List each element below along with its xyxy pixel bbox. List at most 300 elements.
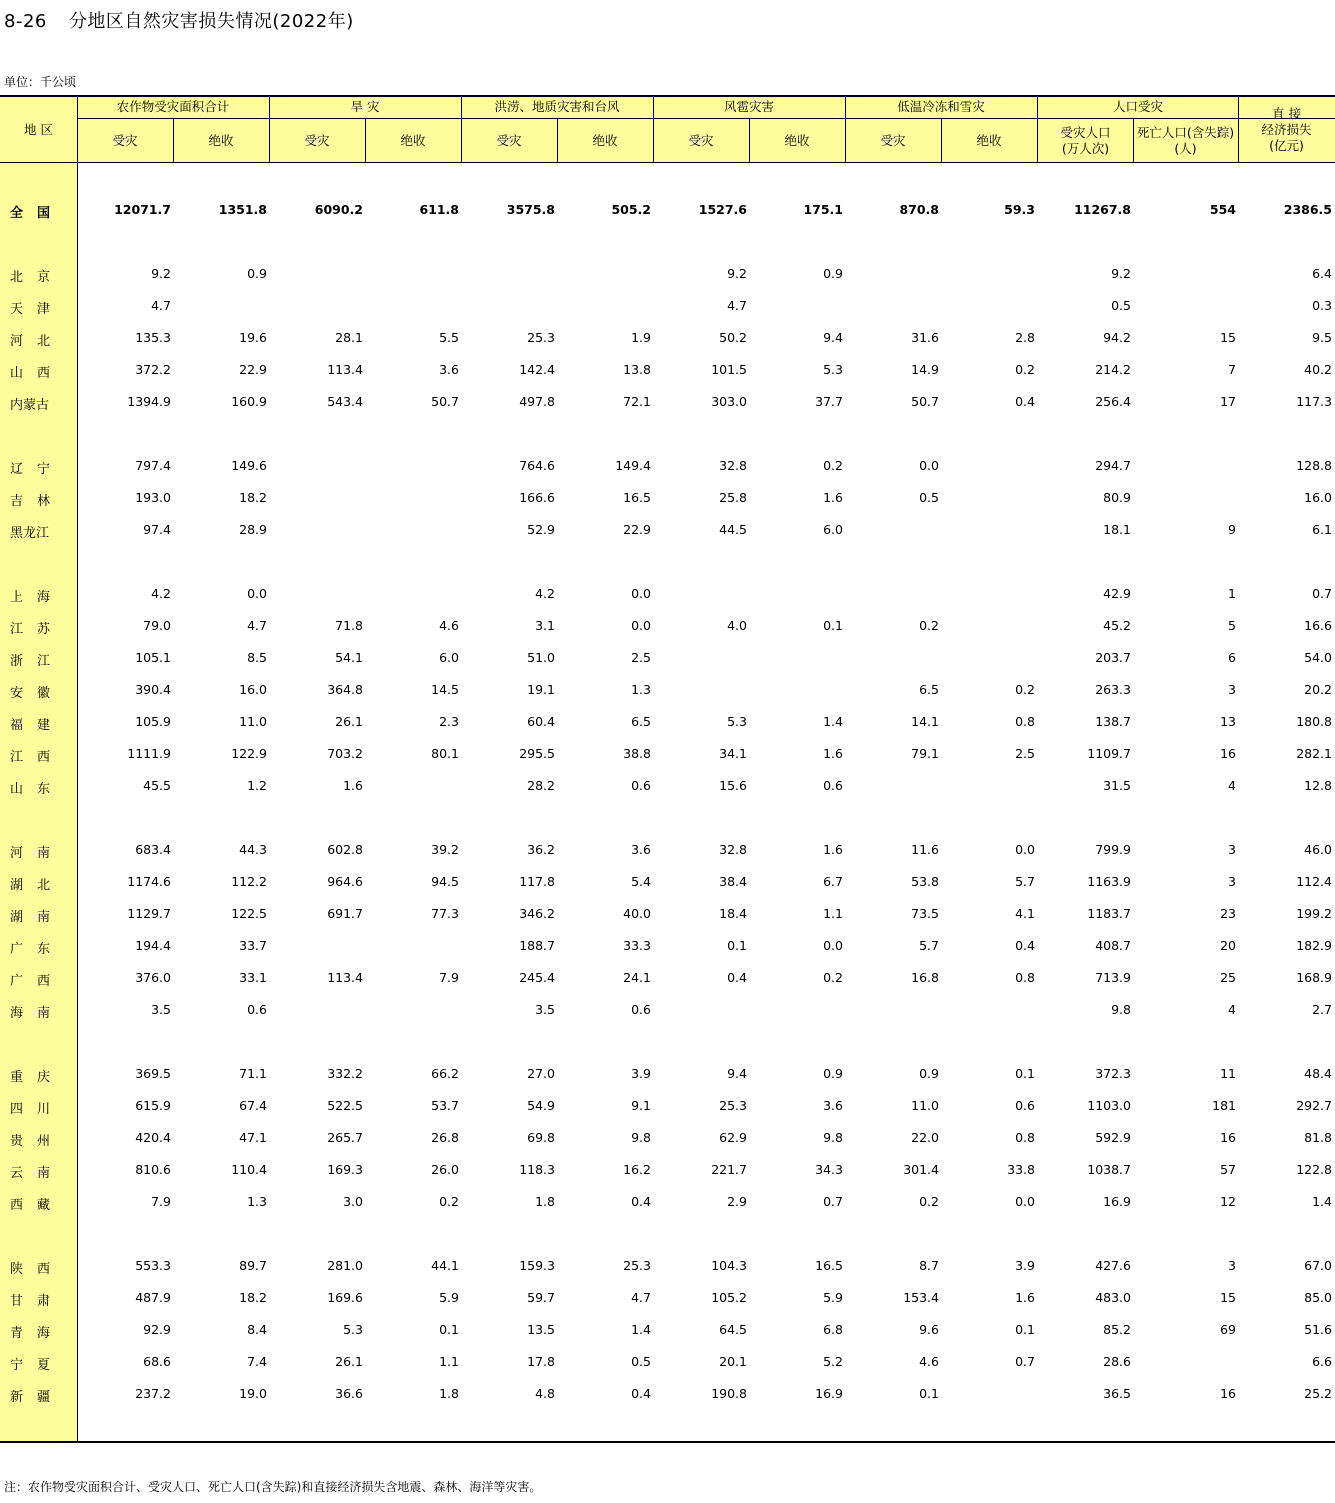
- data-cell: 1.2: [247, 778, 267, 793]
- data-cell: 7.9: [151, 1194, 171, 1209]
- data-cell: 89.7: [239, 1258, 267, 1273]
- data-cell: 113.4: [327, 970, 363, 985]
- data-cell: 199.2: [1296, 906, 1332, 921]
- data-cell: 15.6: [719, 778, 747, 793]
- data-cell: 16.0: [1304, 490, 1332, 505]
- data-cell: 4.1: [1015, 906, 1035, 921]
- data-cell: 1.3: [247, 1194, 267, 1209]
- data-cell: 31.6: [911, 330, 939, 345]
- data-cell: 0.9: [919, 1066, 939, 1081]
- data-cell: 5.9: [823, 1290, 843, 1305]
- data-cell: 33.8: [1007, 1162, 1035, 1177]
- data-cell: 32.8: [719, 458, 747, 473]
- region-name: 云 南: [10, 1166, 50, 1181]
- data-cell: 80.9: [1103, 490, 1131, 505]
- data-cell: 9: [1228, 522, 1236, 537]
- data-cell: 8.4: [247, 1322, 267, 1337]
- region-name: 河 北: [10, 334, 50, 349]
- data-cell: 0.7: [1015, 1354, 1035, 1369]
- data-cell: 50.7: [431, 394, 459, 409]
- data-cell: 5.3: [727, 714, 747, 729]
- data-cell: 36.5: [1103, 1386, 1131, 1401]
- data-cell: 117.3: [1296, 394, 1332, 409]
- data-cell: 77.3: [431, 906, 459, 921]
- data-cell: 1163.9: [1087, 874, 1131, 889]
- data-cell: 295.5: [519, 746, 555, 761]
- data-cell: 5.4: [631, 874, 651, 889]
- data-cell: 92.9: [143, 1322, 171, 1337]
- data-cell: 9.8: [631, 1130, 651, 1145]
- data-cell: 0.8: [1015, 714, 1035, 729]
- data-cell: 25.2: [1304, 1386, 1332, 1401]
- data-cell: 54.0: [1304, 650, 1332, 665]
- unit-label: 单位：千公顷: [4, 75, 77, 89]
- data-cell: 1.6: [823, 842, 843, 857]
- data-cell: 0.2: [439, 1194, 459, 1209]
- region-name: 浙 江: [10, 654, 50, 669]
- data-cell: 34.1: [719, 746, 747, 761]
- data-cell: 6090.2: [314, 202, 363, 217]
- data-cell: 71.1: [239, 1066, 267, 1081]
- footnote: 注：农作物受灾面积合计、受灾人口、死亡人口(含失踪)和直接经济损失含地震、森林、海洋等灾害。: [4, 1480, 542, 1494]
- data-cell: 66.2: [431, 1066, 459, 1081]
- data-cell: 54.1: [335, 650, 363, 665]
- data-cell: 12: [1220, 1194, 1236, 1209]
- data-cell: 0.1: [1015, 1066, 1035, 1081]
- table-title: 分地区自然灾害损失情况(2022年): [68, 11, 354, 32]
- data-cell: 16.9: [815, 1386, 843, 1401]
- data-cell: 25.3: [527, 330, 555, 345]
- data-cell: 0.0: [631, 618, 651, 633]
- data-cell: 797.4: [135, 458, 171, 473]
- data-cell: 265.7: [327, 1130, 363, 1145]
- data-cell: 0.0: [631, 586, 651, 601]
- data-cell: 50.2: [719, 330, 747, 345]
- data-cell: 105.9: [135, 714, 171, 729]
- data-cell: 38.4: [719, 874, 747, 889]
- data-cell: 16.0: [239, 682, 267, 697]
- region-name: 上 海: [10, 590, 50, 605]
- data-cell: 5.5: [439, 330, 459, 345]
- data-cell: 118.3: [519, 1162, 555, 1177]
- data-cell: 0.1: [919, 1386, 939, 1401]
- data-cell: 3.6: [439, 362, 459, 377]
- data-cell: 105.2: [711, 1290, 747, 1305]
- data-cell: 59.7: [527, 1290, 555, 1305]
- data-cell: 713.9: [1095, 970, 1131, 985]
- data-cell: 1527.6: [698, 202, 747, 217]
- data-cell: 332.2: [327, 1066, 363, 1081]
- data-cell: 301.4: [903, 1162, 939, 1177]
- data-cell: 39.2: [431, 842, 459, 857]
- data-cell: 4: [1228, 778, 1236, 793]
- population-group-header: 人口受灾: [1112, 99, 1163, 114]
- data-cell: 0.9: [823, 266, 843, 281]
- data-cell: 497.8: [519, 394, 555, 409]
- data-cell: 16.8: [911, 970, 939, 985]
- data-cell: 1.1: [823, 906, 843, 921]
- data-cell: 11.6: [911, 842, 939, 857]
- data-cell: 6.6: [1312, 1354, 1332, 1369]
- data-cell: 67.4: [239, 1098, 267, 1113]
- data-cell: 28.2: [527, 778, 555, 793]
- data-cell: 168.9: [1296, 970, 1332, 985]
- group-header: 旱 灾: [350, 99, 380, 114]
- data-cell: 11: [1220, 1066, 1236, 1081]
- data-cell: 16: [1220, 746, 1236, 761]
- data-cell: 17: [1220, 394, 1236, 409]
- data-cell: 13: [1220, 714, 1236, 729]
- data-cell: 51.0: [527, 650, 555, 665]
- data-cell: 964.6: [327, 874, 363, 889]
- data-cell: 14.9: [911, 362, 939, 377]
- data-cell: 1.8: [439, 1386, 459, 1401]
- region-name: 全 国: [10, 206, 50, 221]
- data-cell: 5.3: [343, 1322, 363, 1337]
- data-cell: 7: [1228, 362, 1236, 377]
- data-cell: 0.5: [631, 1354, 651, 1369]
- data-cell: 0.4: [631, 1194, 651, 1209]
- data-cell: 117.8: [519, 874, 555, 889]
- data-cell: 0.4: [1015, 938, 1035, 953]
- data-cell: 292.7: [1296, 1098, 1332, 1113]
- data-cell: 369.5: [135, 1066, 171, 1081]
- data-cell: 69: [1220, 1322, 1236, 1337]
- data-cell: 6.1: [1312, 522, 1332, 537]
- data-cell: 47.1: [239, 1130, 267, 1145]
- data-cell: 38.8: [623, 746, 651, 761]
- data-cell: 3.5: [151, 1002, 171, 1017]
- data-cell: 764.6: [519, 458, 555, 473]
- group-header: 风雹灾害: [723, 99, 774, 114]
- data-cell: 3.6: [631, 842, 651, 857]
- data-cell: 203.7: [1095, 650, 1131, 665]
- data-cell: 149.6: [231, 458, 267, 473]
- data-cell: 16.5: [623, 490, 651, 505]
- data-cell: 20.2: [1304, 682, 1332, 697]
- data-cell: 6.8: [823, 1322, 843, 1337]
- data-cell: 0.0: [1015, 842, 1035, 857]
- region-name: 江 西: [10, 750, 50, 765]
- data-cell: 16.6: [1304, 618, 1332, 633]
- data-cell: 1109.7: [1087, 746, 1131, 761]
- data-cell: 28.6: [1103, 1354, 1131, 1369]
- deaths-unit: (人): [1174, 140, 1197, 156]
- region-name: 湖 南: [10, 910, 50, 925]
- data-cell: 73.5: [911, 906, 939, 921]
- data-cell: 26.1: [335, 1354, 363, 1369]
- data-cell: 2.7: [1312, 1002, 1332, 1017]
- data-cell: 0.9: [247, 266, 267, 281]
- data-cell: 4.7: [247, 618, 267, 633]
- data-cell: 17.8: [527, 1354, 555, 1369]
- data-cell: 2.5: [631, 650, 651, 665]
- data-cell: 4.6: [919, 1354, 939, 1369]
- data-cell: 0.0: [1015, 1194, 1035, 1209]
- data-cell: 0.4: [1015, 394, 1035, 409]
- data-cell: 6: [1228, 650, 1236, 665]
- data-cell: 0.0: [247, 586, 267, 601]
- data-cell: 45.5: [143, 778, 171, 793]
- affected-area-header: 受灾: [112, 132, 138, 148]
- data-cell: 188.7: [519, 938, 555, 953]
- data-cell: 160.9: [231, 394, 267, 409]
- region-name: 青 海: [10, 1326, 50, 1341]
- data-cell: 11.0: [911, 1098, 939, 1113]
- data-cell: 372.2: [135, 362, 171, 377]
- data-cell: 19.0: [239, 1386, 267, 1401]
- data-cell: 85.0: [1304, 1290, 1332, 1305]
- data-cell: 149.4: [615, 458, 651, 473]
- data-cell: 592.9: [1095, 1130, 1131, 1145]
- data-cell: 303.0: [711, 394, 747, 409]
- data-cell: 110.4: [231, 1162, 267, 1177]
- region-name: 重 庆: [10, 1070, 50, 1085]
- data-cell: 282.1: [1296, 746, 1332, 761]
- economic-loss-label-1: 直 接: [1272, 105, 1301, 121]
- data-cell: 0.9: [823, 1066, 843, 1081]
- affected-area-header: 受灾: [496, 132, 522, 148]
- data-cell: 5: [1228, 618, 1236, 633]
- crop-failure-header: 绝收: [400, 132, 426, 148]
- region-name: 山 西: [10, 366, 50, 381]
- data-cell: 72.1: [623, 394, 651, 409]
- data-cell: 691.7: [327, 906, 363, 921]
- data-cell: 54.9: [527, 1098, 555, 1113]
- group-header: 农作物受灾面积合计: [116, 99, 230, 114]
- data-cell: 15: [1220, 1290, 1236, 1305]
- data-cell: 28.1: [335, 330, 363, 345]
- data-cell: 101.5: [711, 362, 747, 377]
- data-cell: 2386.5: [1283, 202, 1332, 217]
- data-cell: 31.5: [1103, 778, 1131, 793]
- data-cell: 281.0: [327, 1258, 363, 1273]
- data-cell: 0.1: [1015, 1322, 1035, 1337]
- affected-people-label: 受灾人口: [1060, 124, 1111, 140]
- region-name: 广 东: [10, 942, 50, 957]
- data-cell: 3: [1228, 874, 1236, 889]
- data-cell: 810.6: [135, 1162, 171, 1177]
- data-cell: 0.2: [1015, 362, 1035, 377]
- data-cell: 4.6: [439, 618, 459, 633]
- data-cell: 1.4: [823, 714, 843, 729]
- economic-loss-label-2: 经济损失: [1261, 121, 1312, 137]
- region-name: 湖 北: [10, 878, 50, 893]
- data-cell: 25.3: [623, 1258, 651, 1273]
- data-cell: 81.8: [1304, 1130, 1332, 1145]
- crop-failure-header: 绝收: [976, 132, 1002, 148]
- data-cell: 0.8: [1015, 1130, 1035, 1145]
- region-name: 四 川: [10, 1102, 50, 1117]
- data-cell: 6.7: [823, 874, 843, 889]
- data-cell: 703.2: [327, 746, 363, 761]
- data-cell: 59.3: [1004, 202, 1035, 217]
- region-name: 江 苏: [10, 622, 50, 637]
- data-cell: 0.5: [1111, 298, 1131, 313]
- data-cell: 94.5: [431, 874, 459, 889]
- data-cell: 3.1: [535, 618, 555, 633]
- data-cell: 5.3: [823, 362, 843, 377]
- data-cell: 12071.7: [114, 202, 171, 217]
- region-name: 甘 肃: [10, 1294, 50, 1309]
- data-cell: 16: [1220, 1130, 1236, 1145]
- data-cell: 553.3: [135, 1258, 171, 1273]
- data-cell: 18.2: [239, 490, 267, 505]
- data-cell: 32.8: [719, 842, 747, 857]
- data-cell: 44.5: [719, 522, 747, 537]
- data-cell: 0.6: [631, 1002, 651, 1017]
- data-cell: 16: [1220, 1386, 1236, 1401]
- data-cell: 105.1: [135, 650, 171, 665]
- data-cell: 22.9: [623, 522, 651, 537]
- table-number: 8-26: [4, 11, 47, 32]
- economic-loss-header: [1238, 97, 1335, 162]
- data-cell: 0.6: [631, 778, 651, 793]
- data-cell: 25.8: [719, 490, 747, 505]
- data-cell: 6.4: [1312, 266, 1332, 281]
- data-cell: 6.0: [823, 522, 843, 537]
- data-cell: 53.7: [431, 1098, 459, 1113]
- data-cell: 2.3: [439, 714, 459, 729]
- data-cell: 483.0: [1095, 1290, 1131, 1305]
- data-cell: 44.3: [239, 842, 267, 857]
- data-cell: 0.7: [1312, 586, 1332, 601]
- data-cell: 1.6: [823, 746, 843, 761]
- region-name: 内蒙古: [10, 398, 50, 413]
- data-cell: 1103.0: [1087, 1098, 1131, 1113]
- affected-area-header: 受灾: [304, 132, 330, 148]
- data-cell: 13.8: [623, 362, 651, 377]
- data-cell: 113.4: [327, 362, 363, 377]
- data-cell: 22.9: [239, 362, 267, 377]
- data-cell: 4.7: [151, 298, 171, 313]
- data-cell: 33.7: [239, 938, 267, 953]
- data-cell: 53.8: [911, 874, 939, 889]
- data-cell: 8.7: [919, 1258, 939, 1273]
- data-cell: 104.3: [711, 1258, 747, 1273]
- data-cell: 40.0: [623, 906, 651, 921]
- data-cell: 1.6: [343, 778, 363, 793]
- data-cell: 1.1: [439, 1354, 459, 1369]
- data-cell: 9.2: [151, 266, 171, 281]
- data-cell: 1.3: [631, 682, 651, 697]
- data-cell: 18.4: [719, 906, 747, 921]
- data-cell: 37.7: [815, 394, 843, 409]
- crop-failure-header: 绝收: [784, 132, 810, 148]
- region-name: 北 京: [10, 270, 50, 285]
- deaths-header: [1133, 119, 1238, 162]
- data-cell: 57: [1220, 1162, 1236, 1177]
- data-cell: 256.4: [1095, 394, 1131, 409]
- region-name: 天 津: [10, 302, 50, 317]
- data-cell: 9.4: [823, 330, 843, 345]
- data-cell: 15: [1220, 330, 1236, 345]
- data-cell: 221.7: [711, 1162, 747, 1177]
- data-cell: 112.2: [231, 874, 267, 889]
- data-cell: 1: [1228, 586, 1236, 601]
- data-cell: 4.2: [151, 586, 171, 601]
- data-cell: 51.6: [1304, 1322, 1332, 1337]
- data-cell: 68.6: [143, 1354, 171, 1369]
- data-cell: 1111.9: [127, 746, 171, 761]
- data-cell: 505.2: [611, 202, 651, 217]
- data-cell: 13.5: [527, 1322, 555, 1337]
- data-cell: 60.4: [527, 714, 555, 729]
- data-cell: 0.1: [439, 1322, 459, 1337]
- data-cell: 1.6: [1015, 1290, 1035, 1305]
- data-cell: 19.1: [527, 682, 555, 697]
- region-name: 吉 林: [10, 494, 50, 509]
- data-cell: 69.8: [527, 1130, 555, 1145]
- data-cell: 14.5: [431, 682, 459, 697]
- data-cell: 0.4: [727, 970, 747, 985]
- data-cell: 0.2: [823, 970, 843, 985]
- region-name: 安 徽: [10, 686, 50, 701]
- data-cell: 2.8: [1015, 330, 1035, 345]
- data-cell: 122.9: [231, 746, 267, 761]
- data-cell: 364.8: [327, 682, 363, 697]
- data-cell: 3.6: [823, 1098, 843, 1113]
- data-cell: 6.0: [439, 650, 459, 665]
- data-cell: 12.8: [1304, 778, 1332, 793]
- data-cell: 420.4: [135, 1130, 171, 1145]
- data-cell: 7.4: [247, 1354, 267, 1369]
- data-cell: 3: [1228, 842, 1236, 857]
- data-cell: 4.7: [727, 298, 747, 313]
- data-cell: 62.9: [719, 1130, 747, 1145]
- crop-failure-header: 绝收: [208, 132, 234, 148]
- page-title: [4, 7, 354, 33]
- data-cell: 26.1: [335, 714, 363, 729]
- data-cell: 26.0: [431, 1162, 459, 1177]
- deaths-label: 死亡人口(含失踪): [1136, 124, 1235, 140]
- data-cell: 0.1: [823, 618, 843, 633]
- data-cell: 181: [1212, 1098, 1236, 1113]
- region-name: 河 南: [10, 846, 50, 861]
- data-cell: 26.8: [431, 1130, 459, 1145]
- data-cell: 175.1: [803, 202, 843, 217]
- data-cell: 8.5: [247, 650, 267, 665]
- data-cell: 27.0: [527, 1066, 555, 1081]
- data-cell: 487.9: [135, 1290, 171, 1305]
- data-cell: 0.1: [727, 938, 747, 953]
- data-cell: 169.6: [327, 1290, 363, 1305]
- data-cell: 0.6: [1015, 1098, 1035, 1113]
- data-cell: 1174.6: [127, 874, 171, 889]
- data-cell: 9.8: [823, 1130, 843, 1145]
- affected-area-header: 受灾: [880, 132, 906, 148]
- data-cell: 799.9: [1095, 842, 1131, 857]
- data-cell: 194.4: [135, 938, 171, 953]
- data-cell: 24.1: [623, 970, 651, 985]
- data-cell: 9.1: [631, 1098, 651, 1113]
- header-bottom-rule: [0, 162, 1335, 163]
- data-cell: 5.2: [823, 1354, 843, 1369]
- region-name: 新 疆: [10, 1390, 50, 1405]
- data-cell: 1.4: [631, 1322, 651, 1337]
- data-cell: 4: [1228, 1002, 1236, 1017]
- data-cell: 543.4: [327, 394, 363, 409]
- region-name: 黑龙江: [10, 526, 50, 541]
- data-cell: 245.4: [519, 970, 555, 985]
- data-cell: 2.5: [1015, 746, 1035, 761]
- data-cell: 3.9: [631, 1066, 651, 1081]
- data-cell: 142.4: [519, 362, 555, 377]
- data-cell: 263.3: [1095, 682, 1131, 697]
- data-cell: 1038.7: [1087, 1162, 1131, 1177]
- data-cell: 376.0: [135, 970, 171, 985]
- data-cell: 44.1: [431, 1258, 459, 1273]
